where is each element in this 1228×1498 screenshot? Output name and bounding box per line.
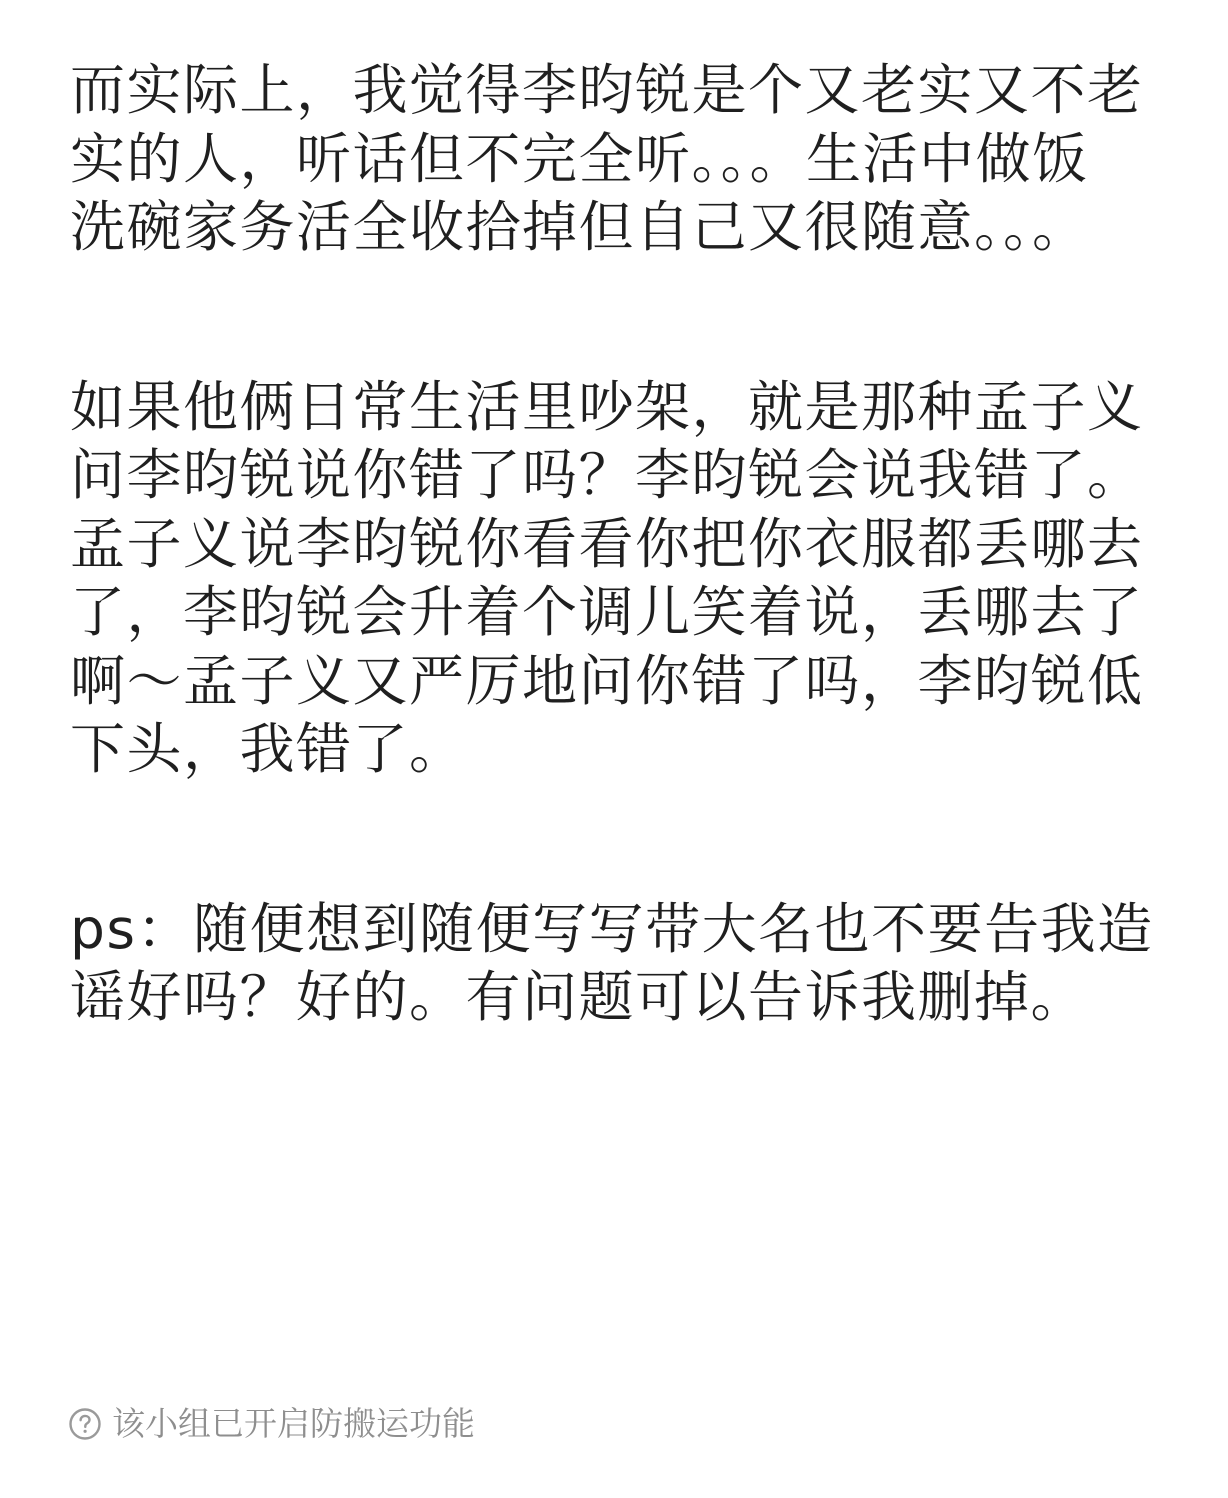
- text-line: 如果他俩日常生活里吵架，就是那种孟子义: [70, 374, 1144, 439]
- anti-repost-notice[interactable]: [68, 1402, 475, 1446]
- text-line: 问李昀锐说你错了吗？李昀锐会说我错了。: [70, 443, 1144, 507]
- paragraph-3: [70, 895, 1170, 1032]
- text-line: 了，李昀锐会升着个调儿笑着说，丢哪去了: [70, 580, 1144, 644]
- text-line: 孟子义说李昀锐你看看你把你衣服都丢哪去: [70, 511, 1144, 576]
- post-content: [70, 56, 1170, 1032]
- text-line: 啊～孟子义又严厉地问你错了吗，李昀锐低: [70, 648, 1144, 713]
- text-line: 谣好吗？好的。有问题可以告诉我删掉。: [70, 965, 1088, 1029]
- question-circle-icon: [68, 1407, 102, 1441]
- paragraph-1: [70, 56, 1170, 262]
- notice-text: 该小组已开启防搬运功能: [112, 1404, 475, 1443]
- paragraph-2: [70, 373, 1170, 784]
- text-line: 而实际上，我觉得李昀锐是个又老实又不老: [70, 58, 1144, 122]
- text-line: 下头，我错了。: [70, 717, 466, 781]
- text-line: 洗碗家务活全收拾掉但自己又很随意。。。: [70, 195, 1089, 259]
- text-line: 实的人，听话但不完全听。。。生活中做饭: [70, 126, 1089, 191]
- paragraph-spacer: [70, 262, 1170, 373]
- text-line: ps：随便想到随便写写带大名也不要告我造: [70, 896, 1154, 961]
- paragraph-spacer: [70, 784, 1170, 895]
